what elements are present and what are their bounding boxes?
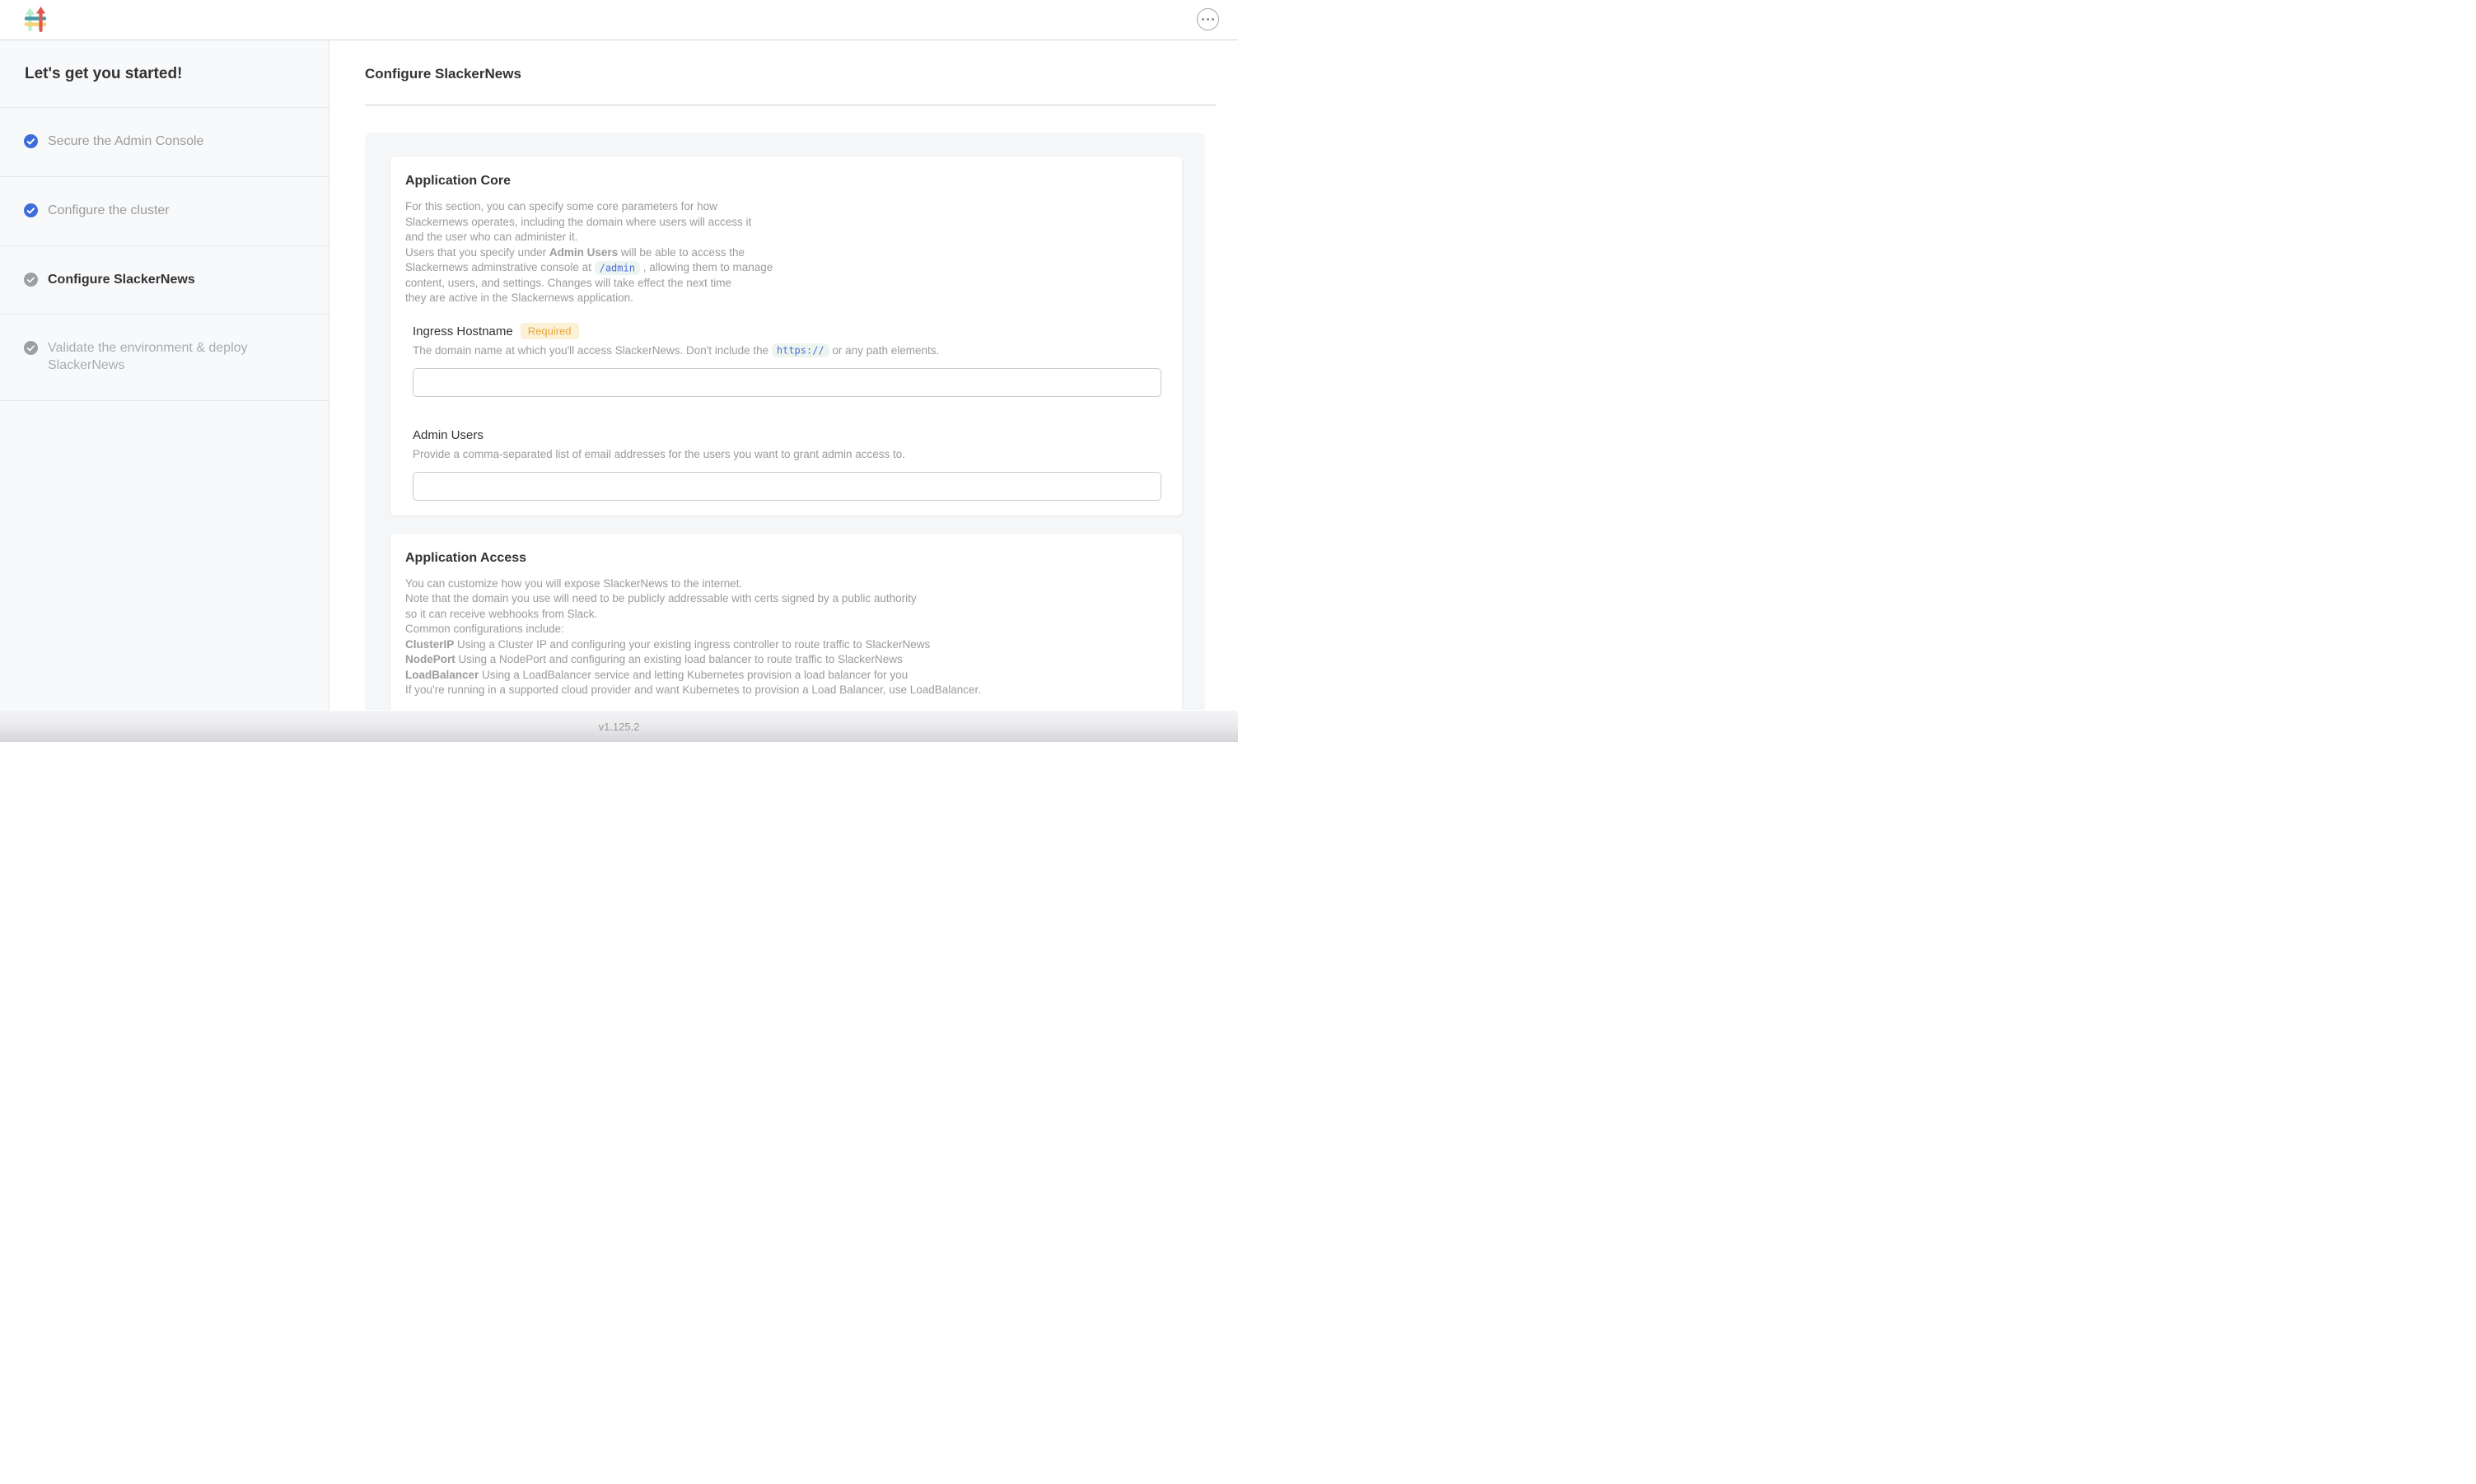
overflow-menu-button[interactable] bbox=[1197, 8, 1219, 30]
description-line: Note that the domain you use will need to be publicly addressable with certs signed by a public authority bbox=[405, 592, 917, 604]
field-label-row bbox=[413, 428, 1161, 443]
section-title: Application Access bbox=[405, 550, 527, 565]
step-label: Secure the Admin Console bbox=[48, 134, 204, 148]
top-bar bbox=[0, 0, 1238, 40]
ellipsis-icon bbox=[1202, 18, 1205, 21]
slackernews-logo-icon bbox=[24, 6, 49, 33]
application-access-description bbox=[405, 576, 1161, 698]
ingress-hostname-input[interactable] bbox=[413, 368, 1161, 397]
main-content bbox=[330, 40, 1238, 711]
description-line: LoadBalancer Using a LoadBalancer service and letting Kubernetes provision a load balancer for you bbox=[405, 668, 909, 681]
config-panel bbox=[365, 133, 1205, 710]
check-circle-icon bbox=[24, 341, 38, 355]
ingress-hostname-field bbox=[413, 324, 1161, 397]
admin-users-label: Admin Users bbox=[413, 427, 484, 442]
sidebar-step-validate-deploy[interactable] bbox=[0, 315, 329, 401]
field-label-row bbox=[413, 324, 1161, 339]
ingress-hostname-help: The domain name at which you'll access SlackerNews. Don't include the https:// or any path elements. bbox=[413, 343, 940, 357]
application-core-card bbox=[390, 156, 1182, 516]
admin-users-field bbox=[413, 428, 1161, 501]
app-footer bbox=[0, 711, 1238, 742]
setup-progress-sidebar bbox=[0, 40, 329, 711]
ingress-hostname-label: Ingress Hostname bbox=[413, 324, 513, 338]
description-line: content, users, and settings. Changes will take effect the next time bbox=[405, 276, 731, 289]
check-circle-icon bbox=[24, 203, 38, 217]
sidebar-step-secure-admin-console[interactable] bbox=[0, 108, 329, 177]
sidebar-step-configure-cluster[interactable] bbox=[0, 177, 329, 246]
application-access-card bbox=[390, 534, 1182, 711]
admin-users-help: Provide a comma-separated list of email addresses for the users you want to grant admin access to. bbox=[413, 447, 906, 460]
version-label: v1.125.2 bbox=[598, 720, 640, 733]
application-core-description bbox=[405, 199, 1161, 306]
check-circle-icon bbox=[24, 273, 38, 287]
description-line: Common configurations include: bbox=[405, 623, 564, 635]
step-label: Validate the environment & deploy SlackerNews bbox=[48, 341, 248, 373]
setup-steps-list bbox=[0, 108, 329, 401]
description-line: If you're running in a supported cloud provider and want Kubernetes to provision a Load Balancer, use LoadBalancer. bbox=[405, 684, 982, 696]
step-label: Configure SlackerNews bbox=[48, 272, 195, 287]
section-title: Application Core bbox=[405, 174, 512, 188]
sidebar-title: Let's get you started! bbox=[0, 40, 329, 108]
step-label: Configure the cluster bbox=[48, 203, 170, 217]
required-badge: Required bbox=[521, 323, 579, 339]
description-line: Users that you specify under Admin Users will be able to access the bbox=[405, 245, 745, 259]
description-line: and the user who can administer it. bbox=[405, 231, 578, 243]
admin-path-code-chip: /admin bbox=[595, 261, 640, 275]
description-line: Slackernews adminstrative console at /admin , allowing them to manage bbox=[405, 261, 773, 273]
description-line: they are active in the Slackernews application. bbox=[405, 292, 633, 304]
admin-users-input[interactable] bbox=[413, 472, 1161, 501]
description-line: Slackernews operates, including the domain where users will access it bbox=[405, 215, 752, 228]
sidebar-step-configure-slackernews[interactable] bbox=[0, 246, 329, 315]
description-line: For this section, you can specify some core parameters for how bbox=[405, 200, 717, 212]
description-line: You can customize how you will expose SlackerNews to the internet. bbox=[405, 576, 743, 590]
description-line: so it can receive webhooks from Slack. bbox=[405, 607, 598, 620]
https-code-chip: https:// bbox=[772, 343, 829, 357]
description-line: NodePort Using a NodePort and configuring an existing load balancer to route traffic to SlackerNews bbox=[405, 653, 903, 665]
check-circle-icon bbox=[24, 134, 38, 148]
description-line: ClusterIP Using a Cluster IP and configuring your existing ingress controller to route traffic to SlackerNews bbox=[405, 637, 931, 651]
page-title: Configure SlackerNews bbox=[365, 40, 1216, 105]
